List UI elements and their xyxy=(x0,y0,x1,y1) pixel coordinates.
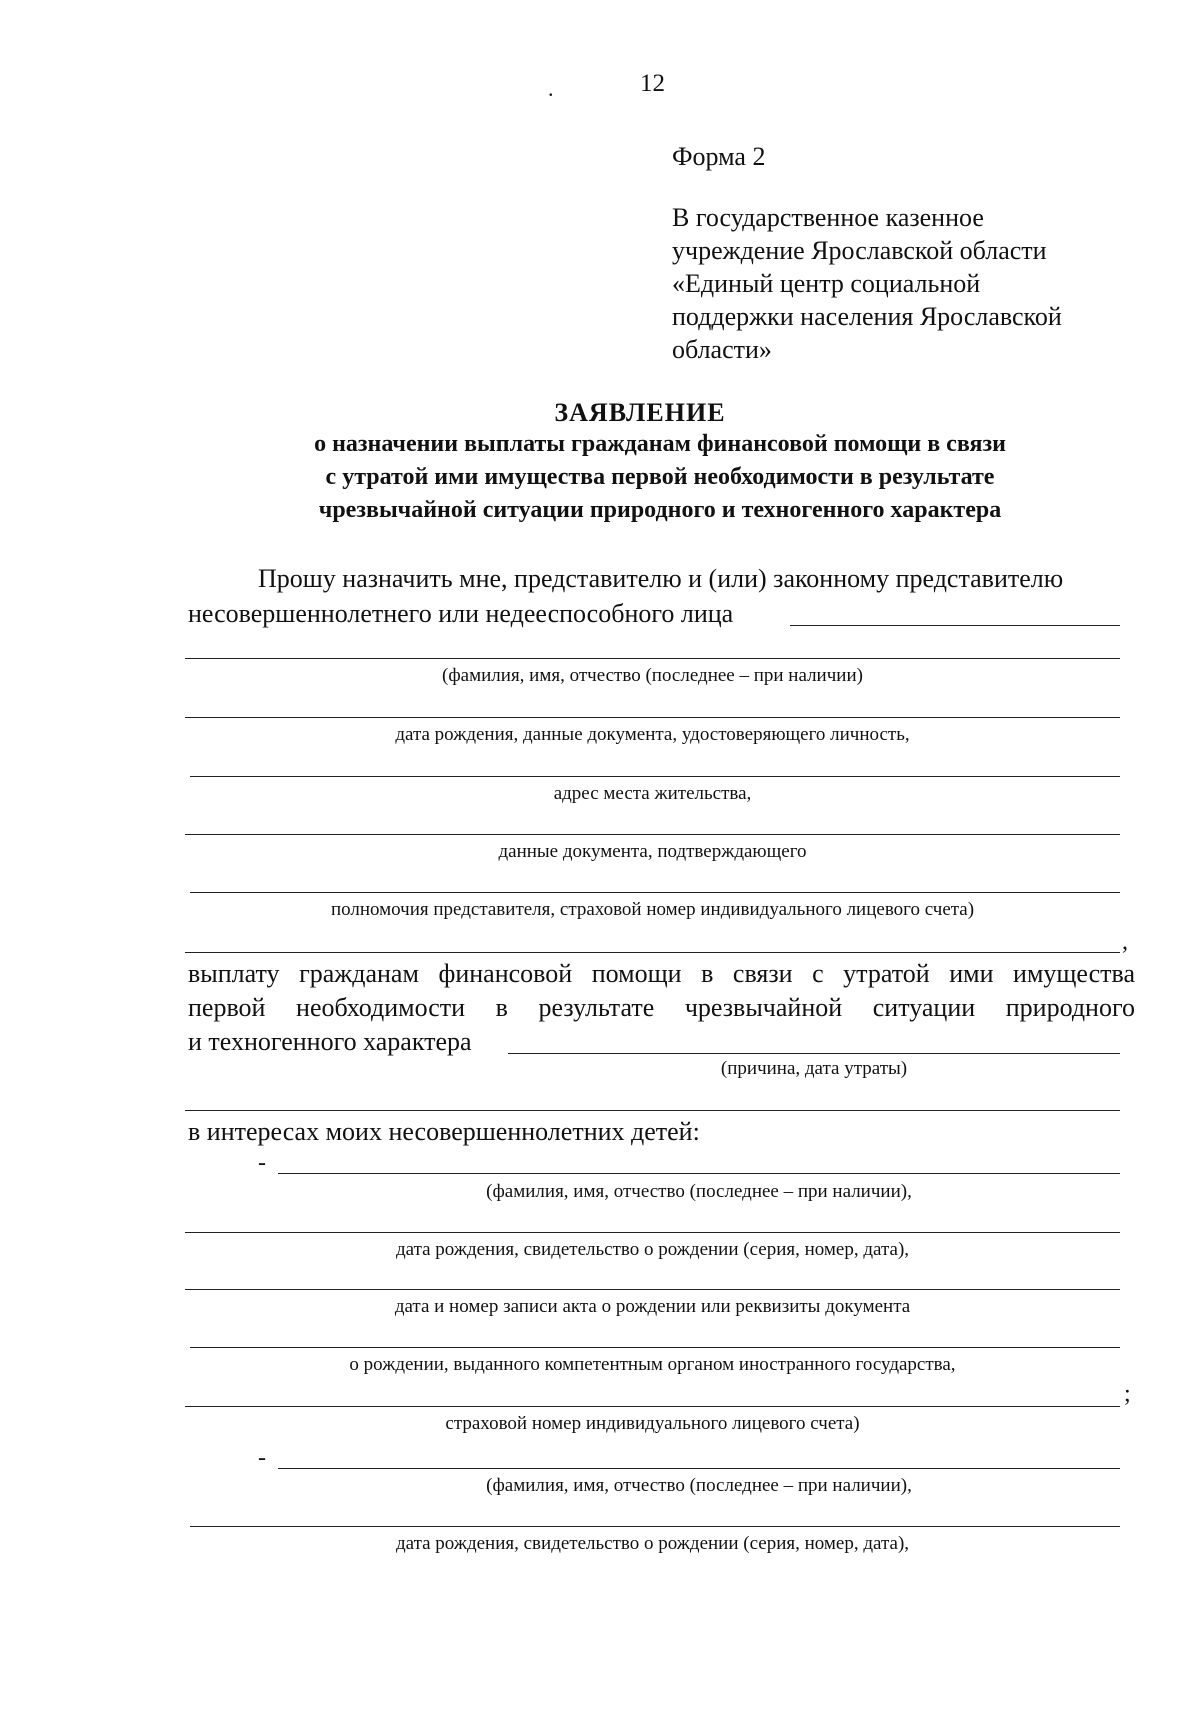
request-line-1: Прошу назначить мне, представителю и (или) законному представителю xyxy=(258,564,1064,593)
reason-field-line-2[interactable] xyxy=(185,1110,1120,1111)
addressee-line: поддержки населения Ярославской xyxy=(672,302,1062,331)
applicant-field-line-5[interactable] xyxy=(190,892,1120,893)
title-heading: ЗАЯВЛЕНИЕ xyxy=(554,398,726,427)
hint-applicant-powers: полномочия представителя, страховой номер индивидуального лицевого счета) xyxy=(330,899,975,920)
scan-dot-mark: . xyxy=(548,76,554,101)
applicant-field-line-2[interactable] xyxy=(185,717,1120,718)
child-1-dash: - xyxy=(258,1150,266,1176)
hint-reason: (причина, дата утраты) xyxy=(720,1058,908,1079)
addressee-line: учреждение Ярославской области xyxy=(672,236,1047,265)
title-subtitle-line: с утратой ими имущества первой необходимости в результате xyxy=(325,464,995,490)
title-subtitle-line: чрезвычайной ситуации природного и техногенного характера xyxy=(318,497,1002,523)
children-intro: в интересах моих несовершеннолетних детей: xyxy=(188,1117,700,1146)
semicolon-mark: ; xyxy=(1124,1381,1131,1407)
payment-line-3: и техногенного характера xyxy=(188,1027,472,1056)
addressee-line: В государственное казенное xyxy=(672,203,984,232)
document-title xyxy=(0,398,1200,527)
title-subtitle-line: о назначении выплаты гражданам финансовой помощи в связи xyxy=(314,431,1006,457)
child-2-dash: - xyxy=(258,1445,266,1471)
child-1-name-field[interactable] xyxy=(278,1173,1120,1174)
applicant-field-line-4[interactable] xyxy=(185,834,1120,835)
addressee-line: области» xyxy=(672,335,772,364)
reason-field[interactable] xyxy=(508,1053,1120,1054)
child-2-hint-name: (фамилия, имя, отчество (последнее – при наличии), xyxy=(486,1475,912,1496)
request-line-2: несовершеннолетнего или недееспособного лица xyxy=(188,599,734,628)
child-1-hint-snils: страховой номер индивидуального лицевого счета) xyxy=(445,1413,860,1434)
payment-line-1: выплату гражданам финансовой помощи в связи с утратой ими имущества xyxy=(188,959,1135,988)
child-1-field-line-5[interactable] xyxy=(185,1406,1120,1407)
hint-applicant-birth-id: дата рождения, данные документа, удостоверяющего личность, xyxy=(395,724,910,745)
child-1-field-line-3[interactable] xyxy=(185,1289,1120,1290)
child-1-hint-foreign-doc: о рождении, выданного компетентным органом иностранного государства, xyxy=(349,1354,956,1375)
child-1-field-line-2[interactable] xyxy=(185,1232,1120,1233)
applicant-field-line-6[interactable] xyxy=(185,952,1120,953)
page-number: 12 xyxy=(640,70,665,97)
child-1-field-line-4[interactable] xyxy=(190,1347,1120,1348)
child-2-field-line-2[interactable] xyxy=(190,1526,1120,1527)
applicant-field-line-3[interactable] xyxy=(190,776,1120,777)
applicant-name-field[interactable] xyxy=(790,625,1120,626)
child-2-hint-birth: дата рождения, свидетельство о рождении (серия, номер, дата), xyxy=(395,1533,910,1554)
child-1-hint-name: (фамилия, имя, отчество (последнее – при наличии), xyxy=(486,1181,912,1202)
applicant-field-line-1[interactable] xyxy=(185,658,1120,659)
addressee-block xyxy=(672,140,1062,366)
child-1-hint-birth: дата рождения, свидетельство о рождении (серия, номер, дата), xyxy=(395,1239,910,1260)
hint-applicant-address: адрес места жительства, xyxy=(553,783,752,804)
hint-applicant-document: данные документа, подтверждающего xyxy=(498,841,807,862)
hint-applicant-name: (фамилия, имя, отчество (последнее – при наличии) xyxy=(442,665,863,686)
child-1-hint-record: дата и номер записи акта о рождении или реквизиты документа xyxy=(394,1296,911,1317)
child-2-name-field[interactable] xyxy=(278,1468,1120,1469)
payment-line-2: первой необходимости в результате чрезвычайной ситуации природного xyxy=(188,993,1135,1022)
form-label: Форма 2 xyxy=(672,142,766,171)
addressee-line: «Единый центр социальной xyxy=(672,269,981,298)
comma-mark: , xyxy=(1122,929,1128,955)
